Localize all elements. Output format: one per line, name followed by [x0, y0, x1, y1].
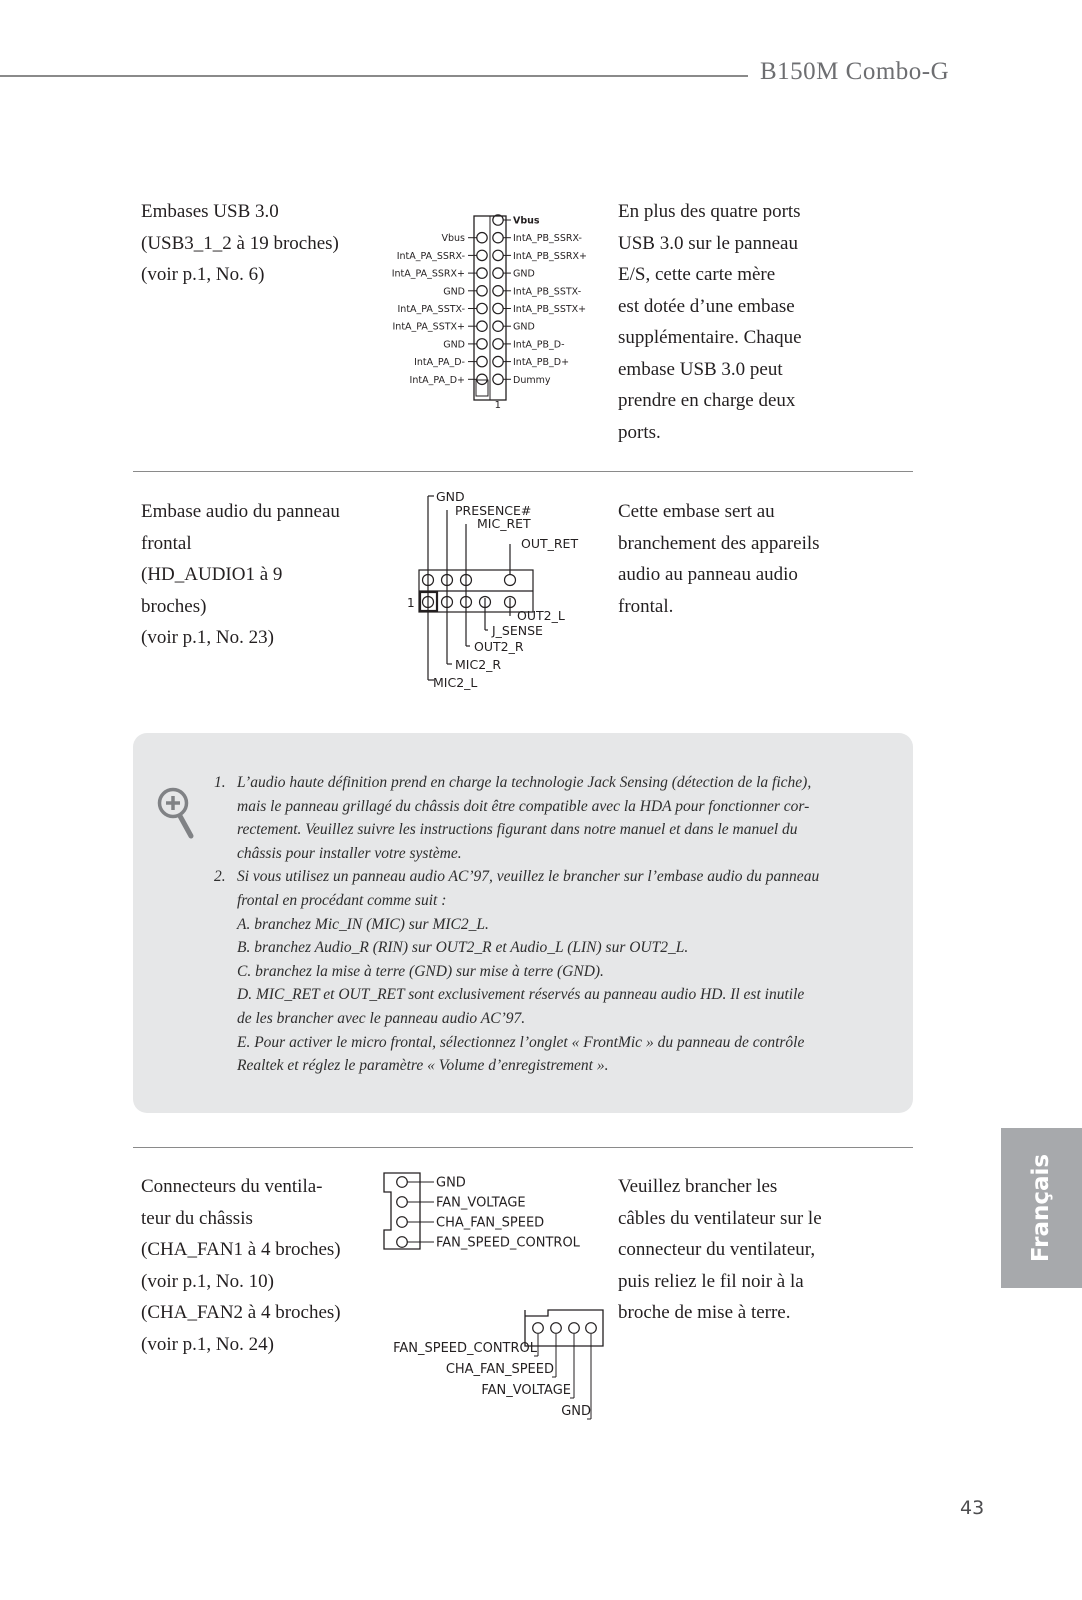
usb3-desc-line: ports. [618, 421, 661, 443]
language-tab-label: Français [1028, 1153, 1054, 1263]
usb3-pin-label: Vbus [513, 215, 540, 227]
usb3-right-pins [493, 215, 587, 386]
usb3-pin [477, 339, 487, 349]
fan-desc-line: câbles du ventilateur sur le [618, 1207, 822, 1229]
usb3-pin [477, 374, 487, 384]
usb3-pin-info: (USB3_1_2 à 19 broches) [141, 232, 339, 254]
usb3-desc-line: USB 3.0 sur le panneau [618, 232, 798, 254]
page-header-title: B150M Combo-G [760, 58, 950, 85]
usb3-pin [493, 268, 503, 278]
fan-header-horizontal-diagram [378, 1306, 618, 1456]
fan-pin [569, 1323, 580, 1334]
usb3-pin [477, 356, 487, 366]
note-text: L’audio haute définition prend en charge la technologie Jack Sensing (détection de la fiche), [237, 774, 812, 791]
usb3-description-left [141, 196, 339, 291]
fan-pin-label: CHA_FAN_SPEED [436, 1215, 545, 1231]
usb3-pin-label: IntA_PB_SSRX+ [513, 250, 587, 262]
usb3-pin [493, 339, 503, 349]
fan-horizontal-pins [393, 1323, 596, 1419]
usb3-pin [477, 233, 487, 243]
audio-pin [505, 575, 516, 586]
audio-ref: (voir p.1, No. 23) [141, 627, 274, 648]
note-line: mais le panneau grillagé du châssis doit être compatible avec la HDA pour fonctionner cor- [237, 797, 810, 815]
usb3-pin-label: IntA_PA_SSTX+ [392, 321, 465, 333]
usb3-pin-label: IntA_PB_SSTX- [513, 286, 582, 298]
fan-desc-line: connecteur du ventilateur, [618, 1239, 816, 1260]
usb3-desc-line: embase USB 3.0 peut [618, 358, 783, 380]
usb3-desc-line: prendre en charge deux [618, 390, 796, 411]
usb3-pin-label: IntA_PA_SSTX- [397, 304, 465, 315]
usb3-pin-label: IntA_PA_SSRX+ [391, 268, 465, 280]
note-number: 1. [214, 774, 226, 791]
usb3-pin-label: GND [443, 286, 465, 298]
usb3-pin-label: IntA_PA_D+ [409, 374, 465, 386]
audio-title-cont: frontal [141, 532, 192, 554]
fan-pin [586, 1323, 597, 1334]
usb3-pin [493, 233, 503, 243]
fan-pin-label: FAN_SPEED_CONTROL [436, 1235, 580, 1251]
page-number: 43 [960, 1497, 985, 1519]
fan-pin-info-2: (CHA_FAN2 à 4 broches) [141, 1302, 341, 1323]
audio-desc-line: branchement des appareils [618, 532, 820, 554]
audio-label-j-sense: J_SENSE [492, 623, 543, 638]
audio-pin-info-cont: broches) [141, 595, 207, 617]
audio-header-diagram [400, 486, 600, 706]
audio-label-out2-l: OUT2_L [517, 608, 565, 623]
fan-pin-label: FAN_VOLTAGE [481, 1383, 571, 1398]
fan-description-left [141, 1171, 341, 1360]
note-line [214, 865, 819, 889]
fan-vertical-pins [397, 1176, 581, 1251]
note-line: châssis pour installer votre système. [237, 844, 462, 862]
usb3-pin-label: IntA_PA_SSRX- [396, 250, 465, 262]
note-line [214, 771, 819, 795]
usb3-pin-one-label: 1 [494, 400, 501, 411]
usb3-pin [493, 374, 503, 384]
header-rule [0, 75, 748, 77]
audio-desc-line: Cette embase sert au [618, 501, 775, 522]
audio-title: Embase audio du panneau [141, 501, 340, 522]
audio-desc-line: audio au panneau audio [618, 564, 798, 585]
fan-pin-label: FAN_SPEED_CONTROL [393, 1341, 537, 1356]
notes-list [214, 771, 819, 1078]
audio-description-left [141, 496, 340, 654]
fan-title: Connecteurs du ventila- [141, 1176, 323, 1197]
usb3-description-right [618, 196, 802, 448]
usb3-title: Embases USB 3.0 [141, 201, 279, 222]
usb3-desc-line: E/S, cette carte mère [618, 264, 776, 285]
audio-desc-line: frontal. [618, 595, 674, 617]
usb3-pin-label: IntA_PB_D+ [513, 357, 570, 369]
usb3-header-diagram [370, 208, 610, 418]
fan-pin-label: GND [561, 1404, 591, 1419]
note-line: B. branchez Audio_R (RIN) sur OUT2_R et Audio_L (LIN) sur OUT2_L. [237, 939, 689, 957]
fan-pin [551, 1323, 562, 1334]
usb3-pin-label: IntA_PB_D- [513, 339, 565, 351]
fan-pin-label: GND [436, 1175, 466, 1191]
fan-pin-label: FAN_VOLTAGE [436, 1195, 526, 1211]
usb3-pin-label: GND [513, 321, 535, 333]
usb3-pin [493, 321, 503, 331]
usb3-left-pins [392, 233, 487, 386]
audio-label-mic2-r: MIC2_R [455, 657, 502, 672]
usb3-pin [477, 250, 487, 260]
usb3-desc-line: En plus des quatre ports [618, 201, 801, 222]
usb3-pin-label: GND [513, 268, 535, 280]
note-line: de les brancher avec le panneau audio AC’97. [237, 1009, 526, 1027]
fan-desc-line: puis reliez le fil noir à la [618, 1270, 804, 1292]
language-tab [1001, 1128, 1082, 1288]
audio-pin-info: (HD_AUDIO1 à 9 [141, 564, 283, 585]
audio-pin-one-label: 1 [407, 596, 415, 610]
usb3-pin [477, 268, 487, 278]
audio-label-mic-ret: MIC_RET [477, 516, 531, 531]
note-number: 2. [214, 868, 226, 886]
fan-pin [397, 1177, 408, 1188]
note-line: rectement. Veuillez suivre les instructions figurant dans notre manuel et dans le manuel du [237, 821, 798, 839]
usb3-ref: (voir p.1, No. 6) [141, 264, 265, 285]
fan-ref-2: (voir p.1, No. 24) [141, 1333, 274, 1355]
usb3-pin [477, 321, 487, 331]
usb3-pin-label: GND [443, 339, 465, 351]
note-line: Realtek et réglez le paramètre « Volume d’enregistrement ». [237, 1057, 609, 1075]
usb3-pin [493, 250, 503, 260]
note-line: C. branchez la mise à terre (GND) sur mise à terre (GND). [237, 962, 604, 980]
audio-description-right [618, 496, 820, 622]
fan-title-cont: teur du châssis [141, 1207, 253, 1229]
fan-vertical-outline [384, 1173, 420, 1249]
fan-pin-info-1: (CHA_FAN1 à 4 broches) [141, 1239, 341, 1260]
magnifier-plus-icon [156, 786, 200, 842]
fan-pin [533, 1323, 544, 1334]
note-line: E. Pour activer le micro frontal, sélectionnez l’onglet « FrontMic » du panneau de contrôle [237, 1033, 805, 1051]
section-divider [133, 471, 913, 472]
note-line: D. MIC_RET et OUT_RET sont exclusivement réservés au panneau audio HD. Il est inutile [237, 986, 805, 1004]
usb3-pin [477, 303, 487, 313]
fan-header-vertical-diagram [380, 1168, 620, 1264]
usb3-pin [493, 303, 503, 313]
note-text: Si vous utilisez un panneau audio AC’97, veuillez le brancher sur l’embase audio du panneau [237, 868, 820, 886]
fan-pin [397, 1237, 408, 1248]
section-divider [133, 1147, 913, 1148]
fan-desc-line: broche de mise à terre. [618, 1302, 791, 1323]
note-line: A. branchez Mic_IN (MIC) sur MIC2_L. [237, 915, 489, 933]
usb3-pin-label: IntA_PA_D- [414, 357, 465, 369]
note-line: frontal en procédant comme suit : [237, 891, 447, 909]
usb3-pin-label: IntA_PB_SSTX+ [513, 304, 587, 315]
fan-ref-1: (voir p.1, No. 10) [141, 1270, 274, 1292]
usb3-pin-label: Vbus [441, 233, 465, 245]
usb3-pin-label: Dummy [513, 374, 551, 386]
audio-label-gnd: GND [436, 489, 465, 504]
audio-label-presence: PRESENCE# [455, 503, 532, 518]
fan-description-right [618, 1171, 822, 1329]
fan-pin [397, 1197, 408, 1208]
usb3-desc-line: est dotée d’une embase [618, 295, 795, 317]
usb3-pin [493, 356, 503, 366]
usb3-pin [493, 286, 503, 296]
usb3-pin [477, 286, 487, 296]
audio-label-out-ret: OUT_RET [521, 536, 579, 551]
usb3-desc-line: supplémentaire. Chaque [618, 327, 802, 348]
fan-desc-line: Veuillez brancher les [618, 1176, 778, 1197]
fan-pin [397, 1217, 408, 1228]
audio-label-mic2-l: MIC2_L [433, 675, 478, 690]
audio-label-out2-r: OUT2_R [474, 639, 524, 654]
fan-pin-label: CHA_FAN_SPEED [445, 1362, 554, 1377]
usb3-pin-label: IntA_PB_SSRX- [513, 233, 582, 245]
